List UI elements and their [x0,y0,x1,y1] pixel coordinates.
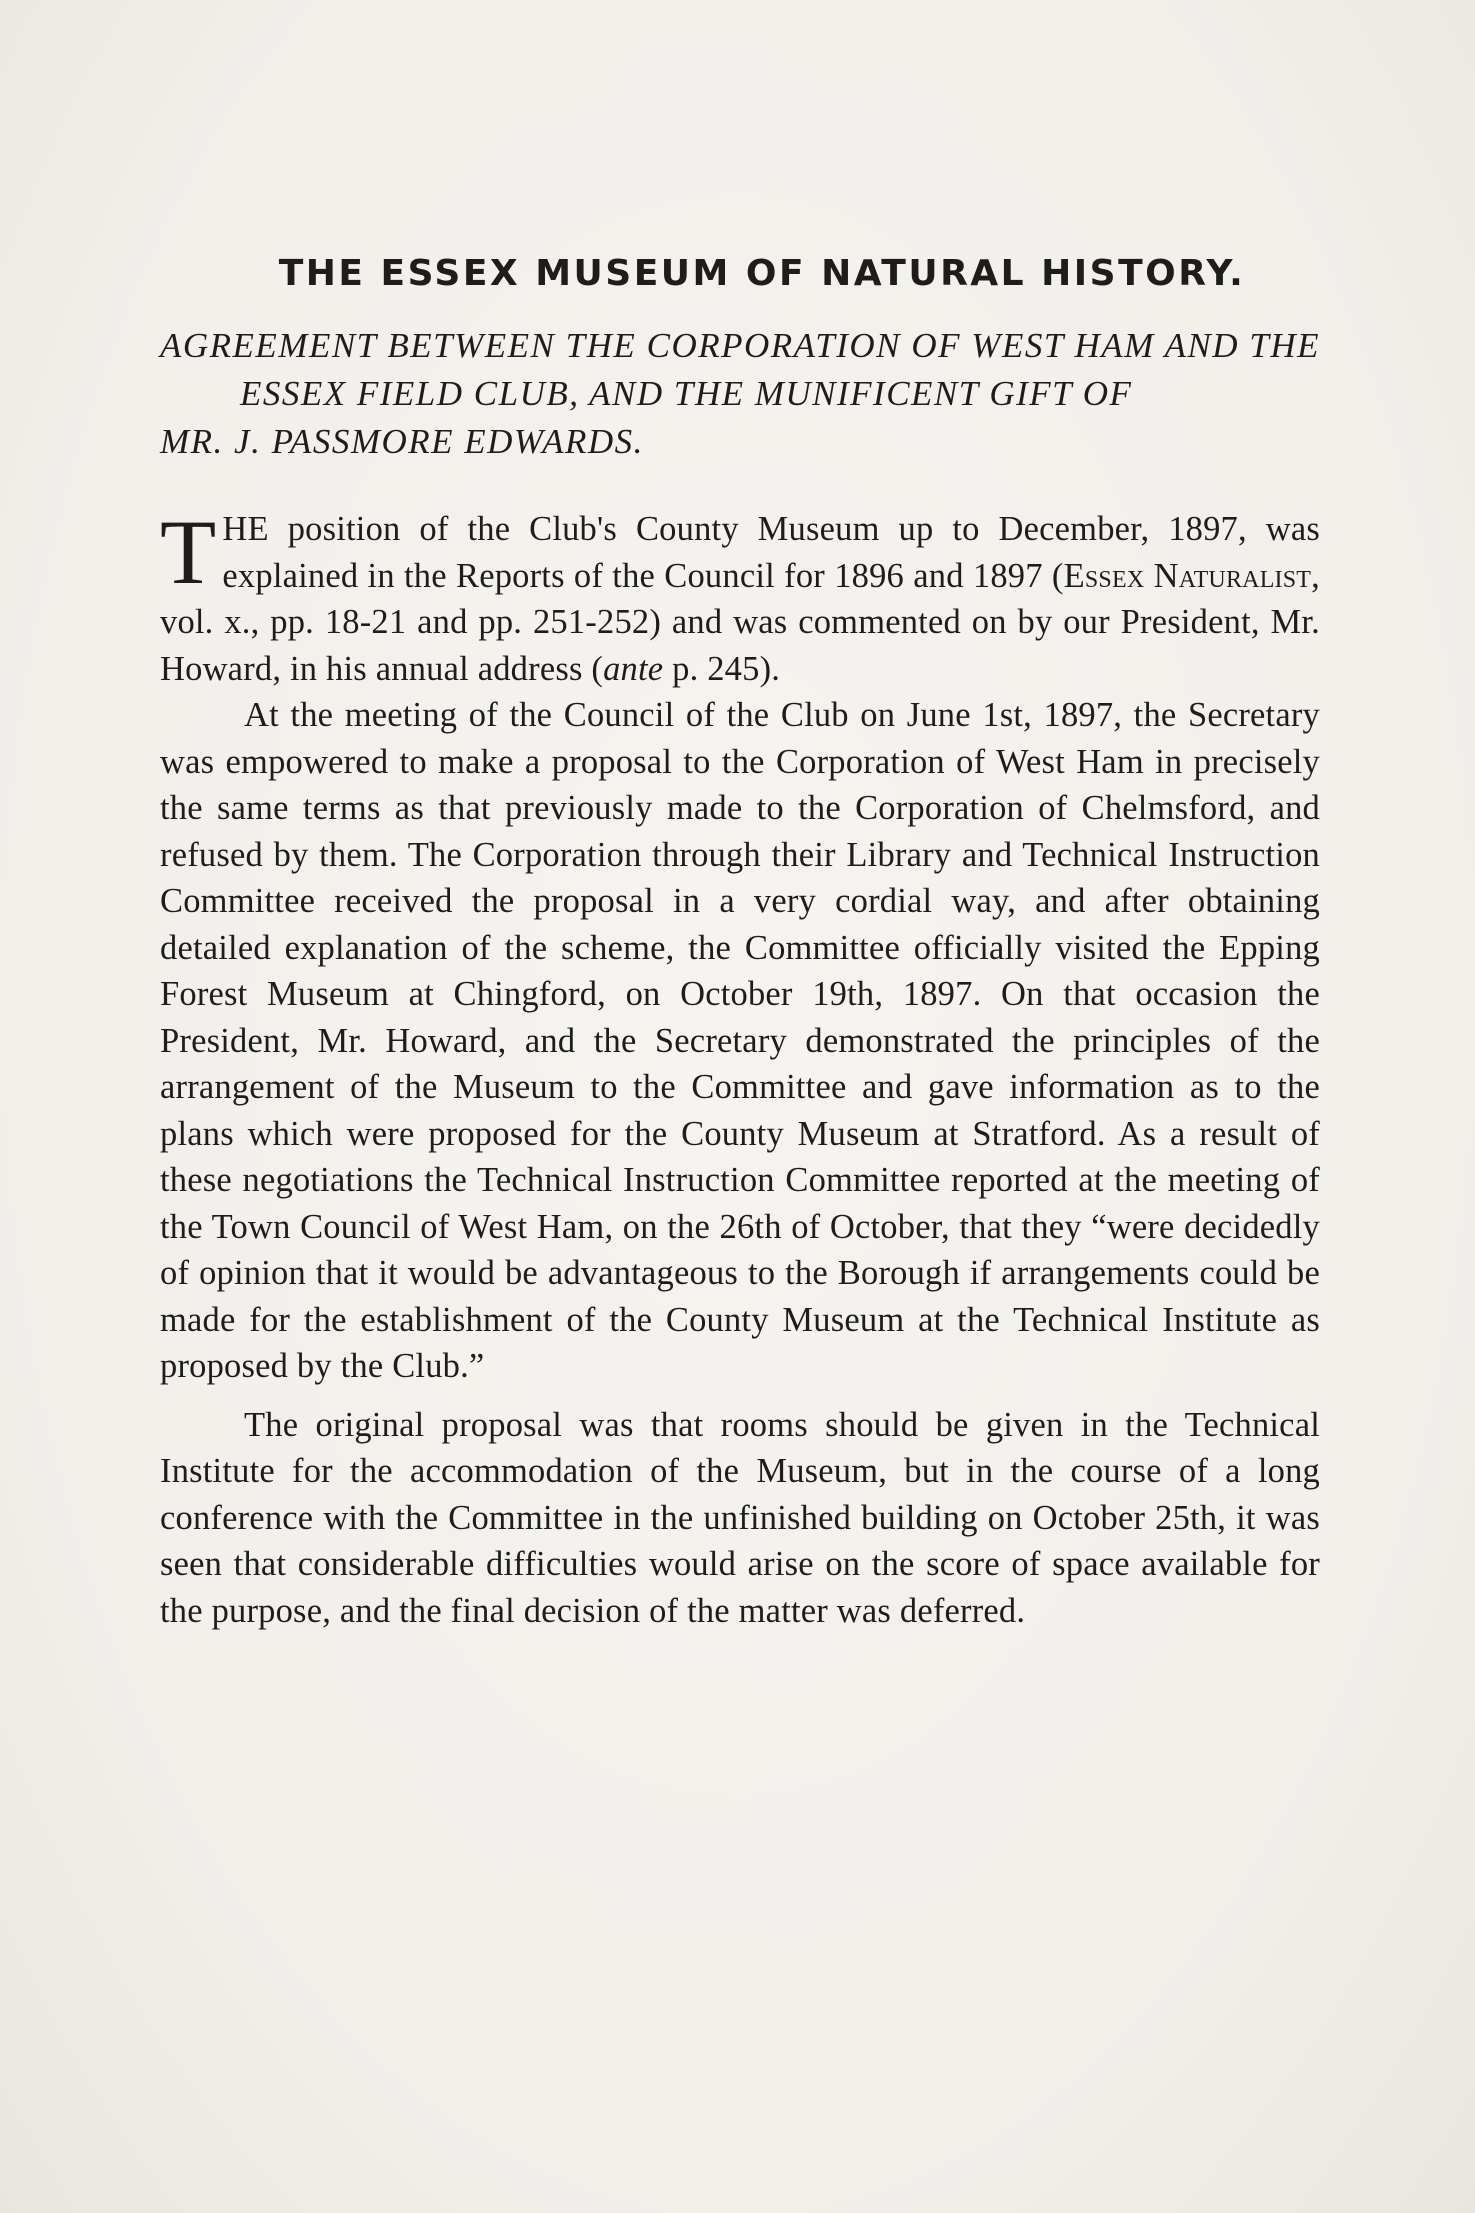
drop-cap: T [160,501,217,603]
subtitle-tail: MR. J. PASSMORE EDWARDS. [160,422,644,461]
paragraph-2: At the meeting of the Council of the Club on June 1st, 1897, the Secretary was empowered to make a proposal to the Corporation of West Ham in precisely the same terms as that previously made to the Corporation of Chelmsford, and refused by them. The Corporation through their Library and Technical Instruction Committee received the proposal in a very cordial way, and after obtaining detailed explanation of the scheme, the Committee officially visited the Epping Forest Museum at Chingford, on October 19th, 1897. On that occasion the President, Mr. Howard, and the Secretary demonstrated the principles of the arrangement of the Museum to the Committee and gave information as to the plans which were proposed for the County Museum at Stratford. As a result of these negotiations the Technical Instruction Committee reported at the meeting of the Town Council of West Ham, on the 26th of October, that they “were decidedly of opinion that it would be advantageous to the Borough if arrangements could be made for the establishment of the County Museum at the Technical Institute as proposed by the Club.” [160,696,1320,1385]
paragraph-1-text-b: , vol. x., pp. 18-21 and pp. 251-252) and was commented on by our President, Mr. Howard, in his annual address ( [160,556,1320,688]
paragraph-3: The original proposal was that rooms should be given in the Technical Institute for the accommodation of the Museum, but in the course of a long conference with the Committee in the unfinished building on October 25th, it was seen that considerable difficulties would arise on the score of space available for the purpose, and the final decision of the matter was deferred. [160,1405,1320,1630]
paragraph-1-text-c: p. 245). [663,649,781,688]
article-subtitle [160,322,1320,466]
article-title: THE ESSEX MUSEUM OF NATURAL HISTORY. [278,253,1246,294]
show-through-texture [170,95,1320,141]
ante-italic: ante [603,649,664,688]
text-column [160,248,1320,1634]
journal-name: Essex Naturalist [1063,556,1312,595]
subtitle-main: AGREEMENT BETWEEN THE CORPORATION OF WEST HAM AND THE ESSEX FIELD CLUB, AND THE MUNIFICENT GIFT OF [160,326,1320,413]
paragraph-1 [160,501,1320,692]
paragraph-1-text-a: HE position of the Club's County Museum up to December, 1897, was explained in the Reports of the Council for 1896 and 1897 ( [222,510,1320,595]
